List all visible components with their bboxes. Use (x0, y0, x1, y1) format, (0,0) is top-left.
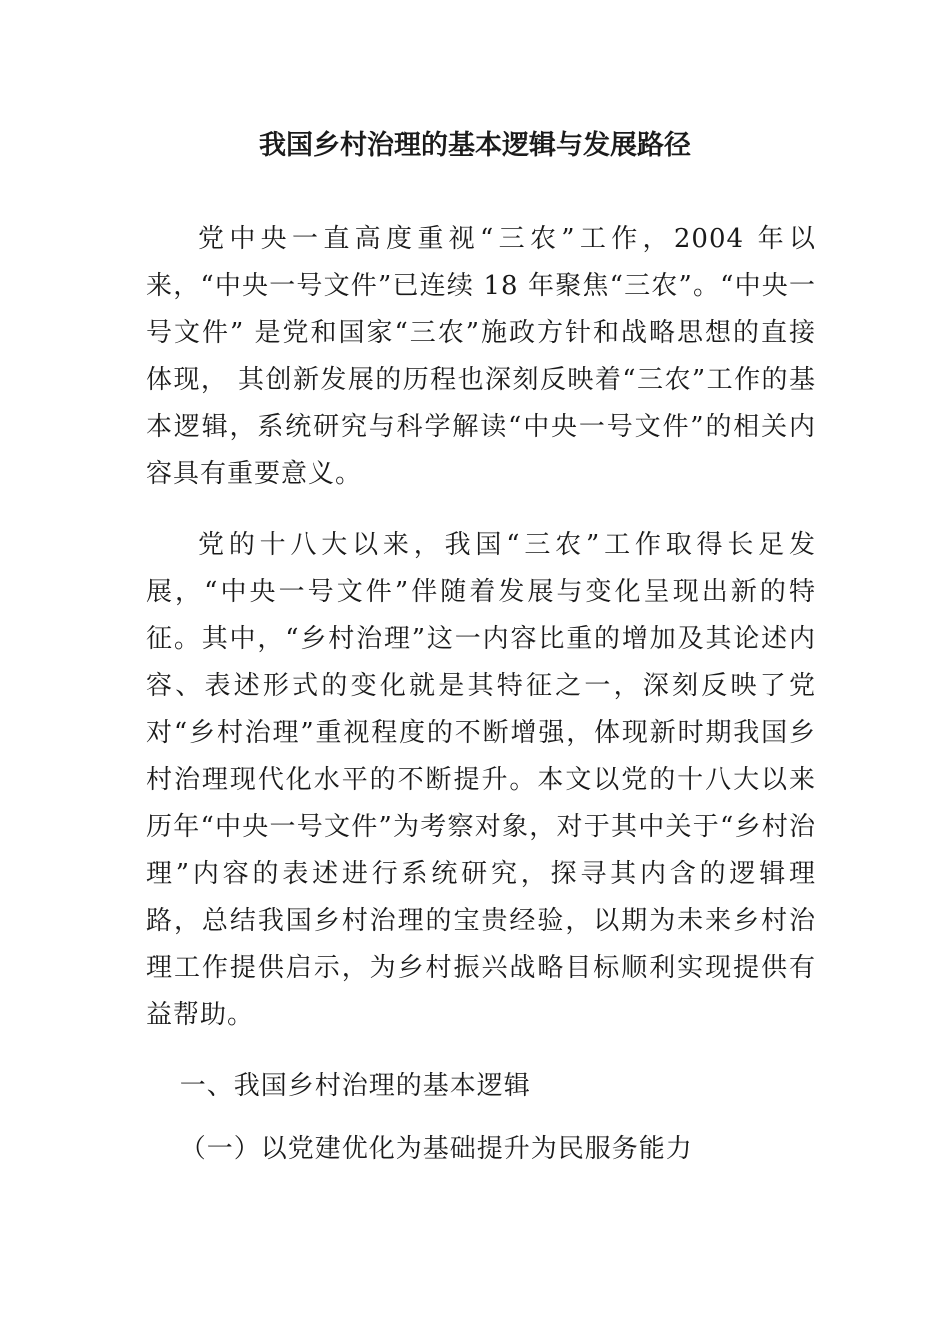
document-body (146, 216, 816, 1173)
paragraph-background: 党的十八大以来，我国“三农”工作取得长足发展，“中央一号文件”伴随着发展与变化呈现出新的特征。其中，“乡村治理”这一内容比重的增加及其论述内容、表述形式的变化就是其特征之一，深刻反映了党对“乡村治理”重视程度的不断增强，体现新时期我国乡村治理现代化水平的不断提升。本文以党的十八大以来历年“中央一号文件”为考察对象，对于其中关于“乡村治理”内容的表述进行系统研究，探寻其内含的逻辑理 路，总结我国乡村治理的宝贵经验，以期为未来乡村治理工作提供启示，为乡村振兴战略目标顺利实现提供有益帮助。 (146, 530, 816, 1030)
document-title: 我国乡村治理的基本逻辑与发展路径 (259, 130, 691, 161)
subsection-heading: （一）以党建优化为基础提升为民服务能力 (179, 1134, 693, 1164)
paragraph-intro: 党中央一直高度重视“三农”工作，2004 年以来，“中央一号文件”已连续 18 年聚焦“三农”。“中央一号文件” 是党和国家“三农”施政方针和战略思想的直接体现， 其创新发展的历程也深刻反映着“三农”工作的基本逻辑，系统研究与科学解读“中央一号文件”的相关内容具有重要意义。 (146, 224, 816, 489)
section-heading: 一、我国乡村治理的基本逻辑 (179, 1071, 531, 1101)
